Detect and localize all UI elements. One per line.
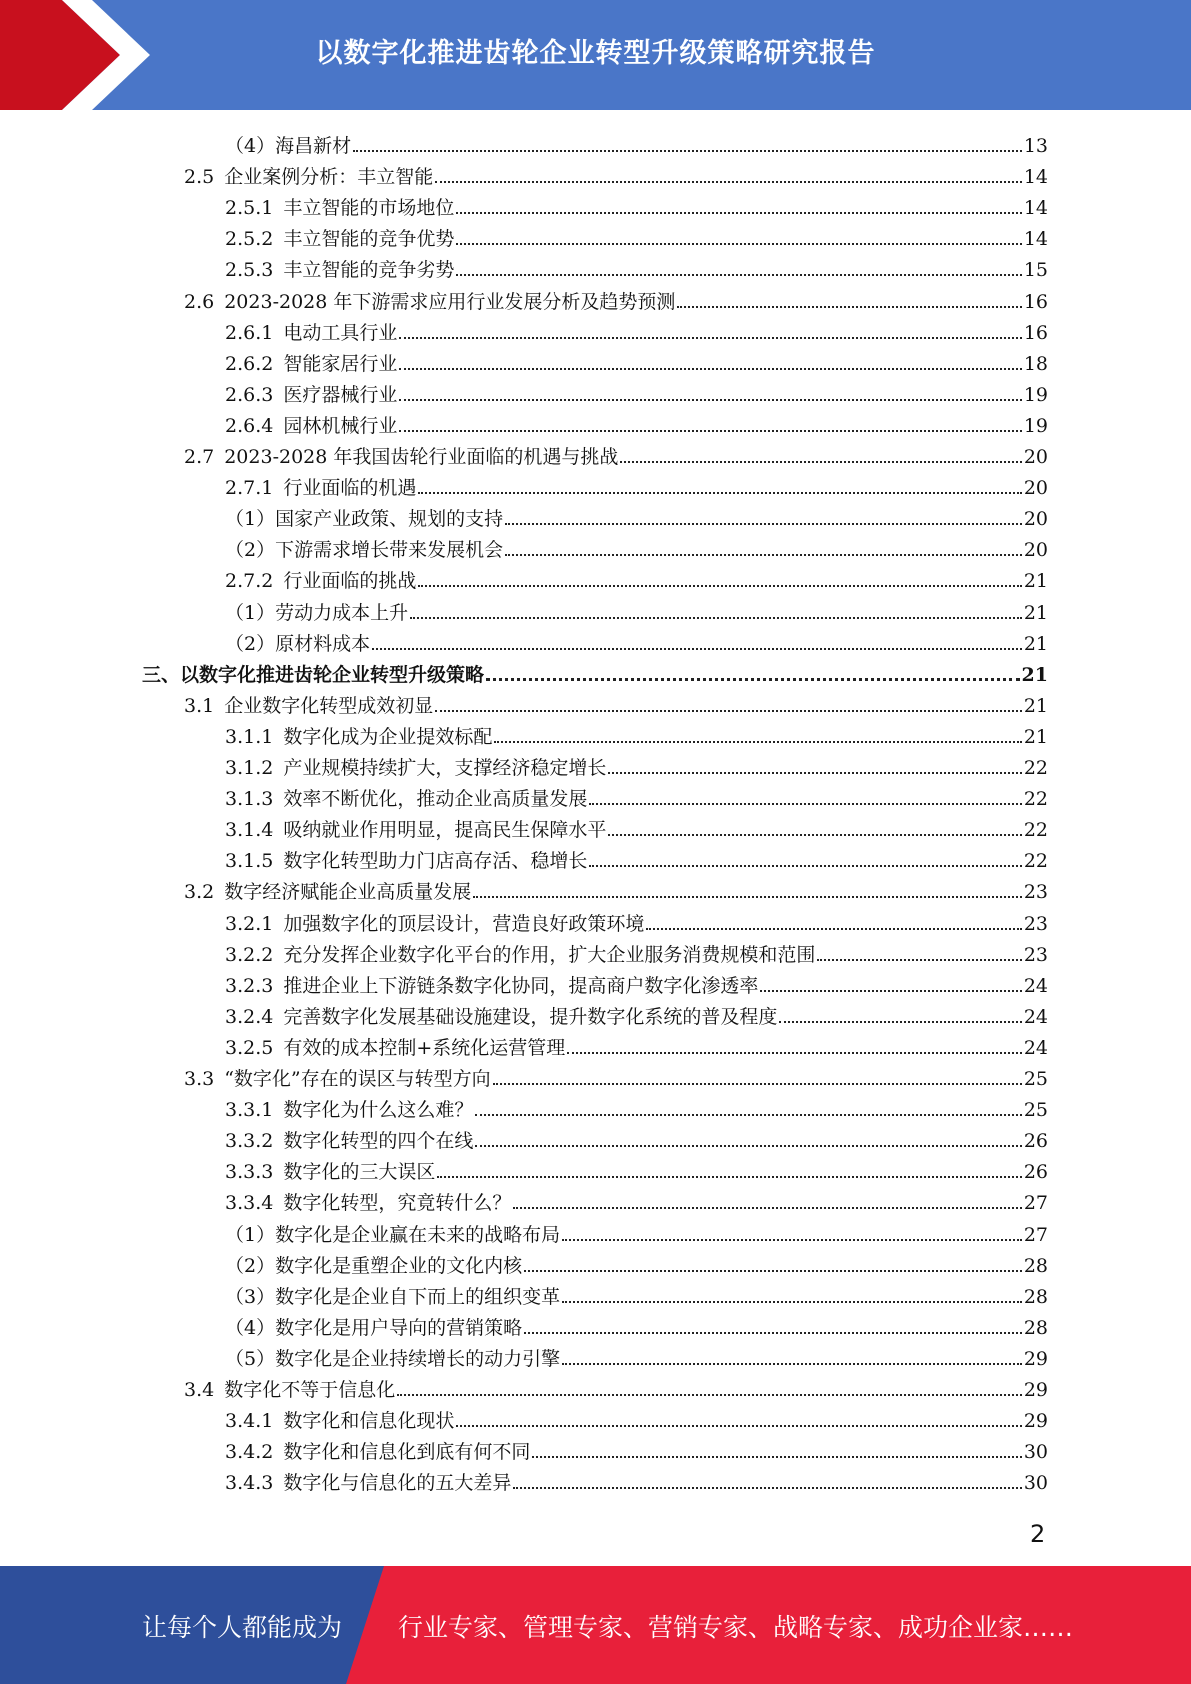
toc-entry-title: 效率不断优化，推动企业高质量发展 (283, 788, 588, 811)
toc-entry-title: 完善数字化发展基础设施建设，提升数字化系统的普及程度 (283, 1005, 778, 1028)
toc-entry[interactable] (225, 1122, 1048, 1153)
toc-entry-title: 企业案例分析：丰立智能 (224, 166, 434, 189)
toc-leader-dots (620, 457, 1021, 463)
toc-entry-title: 充分发挥企业数字化平台的作用，扩大企业服务消费规模和范围 (283, 943, 816, 966)
toc-entry[interactable] (184, 438, 1048, 469)
toc-entry[interactable] (225, 749, 1048, 780)
toc-entry-page: 14 (1023, 197, 1048, 220)
toc-entry-title: 产业规模持续扩大，支撑经济稳定增长 (283, 757, 607, 779)
toc-entry-number: （3） (225, 1285, 276, 1308)
page-footer (0, 1566, 1191, 1684)
toc-entry-number: （2） (225, 1254, 276, 1277)
toc-entry[interactable] (225, 998, 1048, 1029)
toc-entry-page: 23 (1023, 912, 1048, 935)
toc-leader-dots (456, 208, 1021, 214)
toc-entry-number: 3.1 (184, 694, 215, 717)
toc-entry-number: 3.3.3 (225, 1161, 274, 1184)
toc-entry-number: 3.3.2 (225, 1130, 274, 1153)
toc-entry-title: 数字化为什么这么难？ (283, 1099, 474, 1122)
toc-entry-page: 25 (1023, 1068, 1048, 1090)
toc-entry-page: 20 (1023, 508, 1048, 531)
toc-entry-title: 数字化是重塑企业的文化内核 (275, 1254, 523, 1277)
toc-entry-number: 3.2.5 (225, 1036, 274, 1059)
toc-entry[interactable] (184, 1371, 1048, 1402)
slogan-left: 让每个人都能成为 (142, 1613, 343, 1642)
toc-entry-page: 20 (1023, 477, 1048, 500)
toc-entry-page: 22 (1023, 757, 1048, 779)
toc-entry[interactable] (225, 407, 1048, 438)
page-header (0, 0, 1191, 110)
slogan-right: 行业专家、管理专家、营销专家、战略专家、成功企业家…… (398, 1613, 1074, 1642)
toc-entry-page: 26 (1023, 1161, 1048, 1184)
toc-entry-title: 数字化和信息化现状 (283, 1410, 455, 1433)
toc-entry-number: 3.2.1 (225, 912, 274, 935)
toc-entry-page: 24 (1023, 1036, 1048, 1059)
toc-leader-dots (456, 239, 1021, 245)
toc-entry-number: 2.7 (184, 446, 215, 468)
toc-entry-number: 3.2.2 (225, 943, 274, 966)
toc-entry[interactable] (225, 718, 1048, 749)
toc-entry[interactable] (225, 1091, 1048, 1122)
toc-entry-number: 3.1.3 (225, 788, 274, 811)
toc-entry-title: “数字化”存在的误区与转型方向 (224, 1068, 491, 1090)
toc-entry-number: 2.6.1 (225, 321, 274, 344)
toc-entry-number: 3.1.2 (225, 757, 274, 779)
toc-entry[interactable] (225, 469, 1048, 500)
toc-leader-dots (456, 1421, 1021, 1427)
toc-entry-title: 丰立智能的竞争优势 (283, 228, 455, 251)
toc-entry-title: 丰立智能的市场地位 (283, 197, 455, 220)
toc-entry-number: （1） (225, 601, 276, 624)
toc-entry[interactable] (225, 1340, 1048, 1371)
toc-leader-dots (456, 270, 1021, 276)
toc-entry-title: 加强数字化的顶层设计，营造良好政策环境 (283, 912, 645, 935)
toc-leader-dots (475, 1110, 1021, 1116)
toc-entry-page: 22 (1023, 819, 1048, 842)
toc-leader-dots (399, 333, 1021, 339)
toc-entry-number: （4） (225, 135, 276, 157)
toc-entry-page: 25 (1023, 1099, 1048, 1122)
toc-entry-number: （2） (225, 632, 276, 655)
toc-leader-dots (513, 1483, 1021, 1489)
toc-leader-dots (486, 674, 1020, 681)
toc-entry-title: 数字化转型，究竟转什么？ (283, 1192, 512, 1215)
toc-entry-number: 3.2.3 (225, 974, 274, 997)
toc-entry[interactable] (225, 1153, 1048, 1184)
toc-entry[interactable] (225, 251, 1048, 282)
toc-entry-number: 3.4 (184, 1379, 215, 1401)
toc-leader-dots (399, 395, 1021, 401)
toc-entry[interactable] (225, 189, 1048, 220)
toc-entry-title: 数字化是企业赢在未来的战略布局 (275, 1223, 561, 1246)
toc-entry-number: 3.3.4 (225, 1192, 274, 1215)
toc-entry-number: 3.1.1 (225, 725, 274, 748)
toc-entry-page: 16 (1023, 290, 1048, 313)
toc-entry-page: 14 (1023, 228, 1048, 251)
toc-entry-title: 行业面临的机遇 (283, 477, 417, 500)
toc-leader-dots (399, 426, 1021, 432)
toc-entry-page: 22 (1023, 788, 1048, 811)
toc-leader-dots (437, 1172, 1021, 1178)
toc-entry-title: 数字化的三大误区 (283, 1161, 436, 1184)
toc-entry-title: 电动工具行业 (283, 321, 398, 344)
toc-leader-dots (397, 1390, 1022, 1396)
toc-leader-dots (562, 1235, 1022, 1241)
toc-entry[interactable] (184, 1060, 1048, 1091)
toc-entry-page: 15 (1023, 259, 1048, 282)
toc-entry-number: 2.7.2 (225, 570, 274, 593)
toc-entry-title: 数字经济赋能企业高质量发展 (224, 881, 472, 904)
toc-entry-number: 2.6.2 (225, 352, 274, 375)
toc-entry[interactable] (225, 500, 1048, 531)
toc-entry-title: 数字化不等于信息化 (224, 1379, 396, 1401)
toc-entry-title: 下游需求增长带来发展机会 (275, 539, 504, 562)
page-number: 2 (1030, 1520, 1046, 1548)
toc-entry-title: 企业数字化转型成效初显 (224, 694, 434, 717)
toc-entry-title: 数字化和信息化到底有何不同 (283, 1441, 531, 1464)
toc-entry-page: 29 (1023, 1410, 1048, 1433)
toc-entry-title: 数字化与信息化的五大差异 (283, 1472, 512, 1495)
toc-leader-dots (435, 177, 1022, 183)
toc-entry-page: 24 (1023, 1005, 1048, 1028)
toc-entry-number: 2.6.4 (225, 414, 274, 437)
toc-entry-title: 智能家居行业 (283, 352, 398, 375)
toc-entry-page: 23 (1023, 881, 1048, 904)
toc-entry[interactable] (225, 1184, 1048, 1215)
toc-entry-number: 三、 (142, 663, 181, 686)
toc-entry-page: 23 (1023, 943, 1048, 966)
toc-entry-page: 21 (1023, 632, 1048, 655)
toc-leader-dots (399, 364, 1021, 370)
toc-entry[interactable] (225, 345, 1048, 376)
toc-leader-dots (779, 1017, 1021, 1023)
toc-entry-page: 21 (1023, 570, 1048, 593)
toc-leader-dots (505, 519, 1022, 525)
toc-entry[interactable] (225, 811, 1048, 842)
toc-entry-title: 国家产业政策、规划的支持 (275, 508, 504, 531)
toc-entry[interactable] (225, 220, 1048, 251)
toc-entry-title: 劳动力成本上升 (275, 601, 409, 624)
toc-entry-number: 2.6 (184, 290, 215, 313)
toc-entry-number: 2.5.1 (225, 197, 274, 220)
toc-entry-title: 有效的成本控制+系统化运营管理 (283, 1036, 566, 1059)
toc-entry-title: 吸纳就业作用明显，提高民生保障水平 (283, 819, 607, 842)
toc-entry-page: 21 (1023, 694, 1048, 717)
toc-leader-dots (418, 488, 1021, 494)
toc-entry-number: （4） (225, 1316, 276, 1339)
toc-entry-number: 3.4.2 (225, 1441, 274, 1464)
toc-entry-number: （1） (225, 508, 276, 531)
toc-leader-dots (817, 955, 1021, 961)
toc-entry-page: 19 (1023, 383, 1048, 406)
toc-leader-dots (435, 706, 1022, 712)
toc-entry-number: （5） (225, 1347, 276, 1370)
toc-entry[interactable] (225, 905, 1048, 936)
toc-leader-dots (353, 146, 1022, 152)
toc-entry-title: 数字化是企业持续增长的动力引擎 (275, 1347, 561, 1370)
toc-entry-page: 18 (1023, 352, 1048, 375)
toc-entry[interactable] (184, 158, 1048, 189)
toc-entry-number: （2） (225, 539, 276, 562)
toc-entry[interactable] (225, 1464, 1048, 1495)
toc-entry-number: 3.1.5 (225, 850, 274, 873)
toc-entry[interactable] (225, 936, 1048, 967)
toc-entry-title: 海昌新材 (275, 135, 352, 157)
toc-leader-dots (608, 830, 1021, 836)
toc-entry-page: 22 (1023, 850, 1048, 873)
toc-leader-dots (567, 1048, 1022, 1054)
toc-entry-number: 2.5.3 (225, 259, 274, 282)
toc-entry-number: 2.7.1 (225, 477, 274, 500)
toc-leader-dots (760, 986, 1021, 992)
toc-entry-title: 园林机械行业 (283, 414, 398, 437)
toc-entry-title: 推进企业上下游链条数字化协同，提高商户数字化渗透率 (283, 974, 759, 997)
toc-entry-page: 21 (1021, 663, 1048, 686)
toc-leader-dots (418, 581, 1021, 587)
toc-leader-dots (562, 1359, 1022, 1365)
toc-entry-page: 27 (1023, 1192, 1048, 1215)
toc-entry-page: 13 (1023, 135, 1048, 157)
toc-entry[interactable] (225, 625, 1048, 656)
report-title: 以数字化推进齿轮企业转型升级策略研究报告 (315, 37, 876, 69)
toc-leader-dots (524, 1266, 1022, 1272)
toc-entry[interactable] (225, 376, 1048, 407)
toc-entry-title: 以数字化推进齿轮企业转型升级策略 (180, 663, 485, 686)
toc-entry-page: 21 (1023, 725, 1048, 748)
toc-entry-number: 3.4.3 (225, 1472, 274, 1495)
toc-entry-title: 数字化转型的四个在线 (283, 1130, 474, 1153)
toc-entry-title: 行业面临的挑战 (283, 570, 417, 593)
toc-entry[interactable] (225, 1029, 1048, 1060)
toc-entry-number: 3.4.1 (225, 1410, 274, 1433)
toc-entry-number: 3.2 (184, 881, 215, 904)
toc-leader-dots (475, 1141, 1021, 1147)
toc-leader-dots (589, 799, 1021, 805)
toc-entry-number: 3.1.4 (225, 819, 274, 842)
toc-entry[interactable] (225, 1278, 1048, 1309)
toc-leader-dots (589, 861, 1021, 867)
toc-entry[interactable] (225, 1247, 1048, 1278)
toc-leader-dots (562, 1297, 1022, 1303)
toc-entry[interactable] (225, 967, 1048, 998)
toc-leader-dots (524, 1328, 1022, 1334)
toc-entry-page: 16 (1023, 321, 1048, 344)
toc-entry-title: 原材料成本 (275, 632, 371, 655)
toc-entry-page: 30 (1023, 1441, 1048, 1464)
toc-entry[interactable] (184, 687, 1048, 718)
toc-entry-page: 28 (1023, 1316, 1048, 1339)
toc-entry-number: 3.3 (184, 1068, 215, 1090)
toc-entry-page: 29 (1023, 1347, 1048, 1370)
toc-entry[interactable] (225, 842, 1048, 873)
toc-leader-dots (473, 892, 1022, 898)
toc-entry-number: 2.6.3 (225, 383, 274, 406)
toc-entry[interactable] (225, 594, 1048, 625)
toc-leader-dots (372, 644, 1022, 650)
toc-entry[interactable] (184, 283, 1048, 314)
toc-entry-title: 数字化转型助力门店高存活、稳增长 (283, 850, 588, 873)
toc-entry-number: 2.5.2 (225, 228, 274, 251)
toc-entry-title: 医疗器械行业 (283, 383, 398, 406)
toc-entry-page: 26 (1023, 1130, 1048, 1153)
toc-leader-dots (513, 1203, 1021, 1209)
toc-entry[interactable] (225, 562, 1048, 593)
toc-entry-page: 14 (1023, 166, 1048, 189)
toc-leader-dots (677, 302, 1021, 308)
toc-entry-page: 29 (1023, 1379, 1048, 1401)
toc-entry-page: 20 (1023, 539, 1048, 562)
toc-entry-title: 2023-2028 年下游需求应用行业发展分析及趋势预测 (224, 290, 676, 313)
toc-entry-number: 2.5 (184, 166, 215, 189)
toc-entry-page: 24 (1023, 974, 1048, 997)
toc-entry-page: 28 (1023, 1285, 1048, 1308)
toc-leader-dots (410, 613, 1022, 619)
toc-entry[interactable] (225, 1402, 1048, 1433)
toc-entry[interactable] (225, 780, 1048, 811)
toc-entry[interactable] (142, 656, 1048, 687)
toc-entry[interactable] (225, 1309, 1048, 1340)
toc-entry-title: 2023-2028 年我国齿轮行业面临的机遇与挑战 (224, 446, 619, 468)
toc-entry-number: 3.2.4 (225, 1005, 274, 1028)
toc-entry-page: 21 (1023, 601, 1048, 624)
toc-entry-page: 30 (1023, 1472, 1048, 1495)
toc-entry[interactable] (225, 1433, 1048, 1464)
toc-entry-number: （1） (225, 1223, 276, 1246)
toc-leader-dots (505, 550, 1022, 556)
toc-leader-dots (646, 924, 1021, 930)
toc-entry-page: 20 (1023, 446, 1048, 468)
toc-entry[interactable] (184, 873, 1048, 904)
toc-leader-dots (532, 1452, 1021, 1458)
toc-leader-dots (494, 737, 1021, 743)
toc-leader-dots (493, 1079, 1022, 1085)
toc-entry[interactable] (225, 127, 1048, 158)
toc-entry-page: 27 (1023, 1223, 1048, 1246)
toc-entry-page: 19 (1023, 414, 1048, 437)
toc-entry[interactable] (225, 1216, 1048, 1247)
toc-entry[interactable] (225, 314, 1048, 345)
toc-entry-number: 3.3.1 (225, 1099, 274, 1122)
toc-entry-page: 28 (1023, 1254, 1048, 1277)
toc-entry-title: 数字化成为企业提效标配 (283, 725, 493, 748)
toc-entry[interactable] (225, 531, 1048, 562)
toc-entry-title: 丰立智能的竞争劣势 (283, 259, 455, 282)
toc-leader-dots (608, 768, 1021, 774)
toc-entry-title: 数字化是企业自下而上的组织变革 (275, 1285, 561, 1308)
toc-entry-title: 数字化是用户导向的营销策略 (275, 1316, 523, 1339)
